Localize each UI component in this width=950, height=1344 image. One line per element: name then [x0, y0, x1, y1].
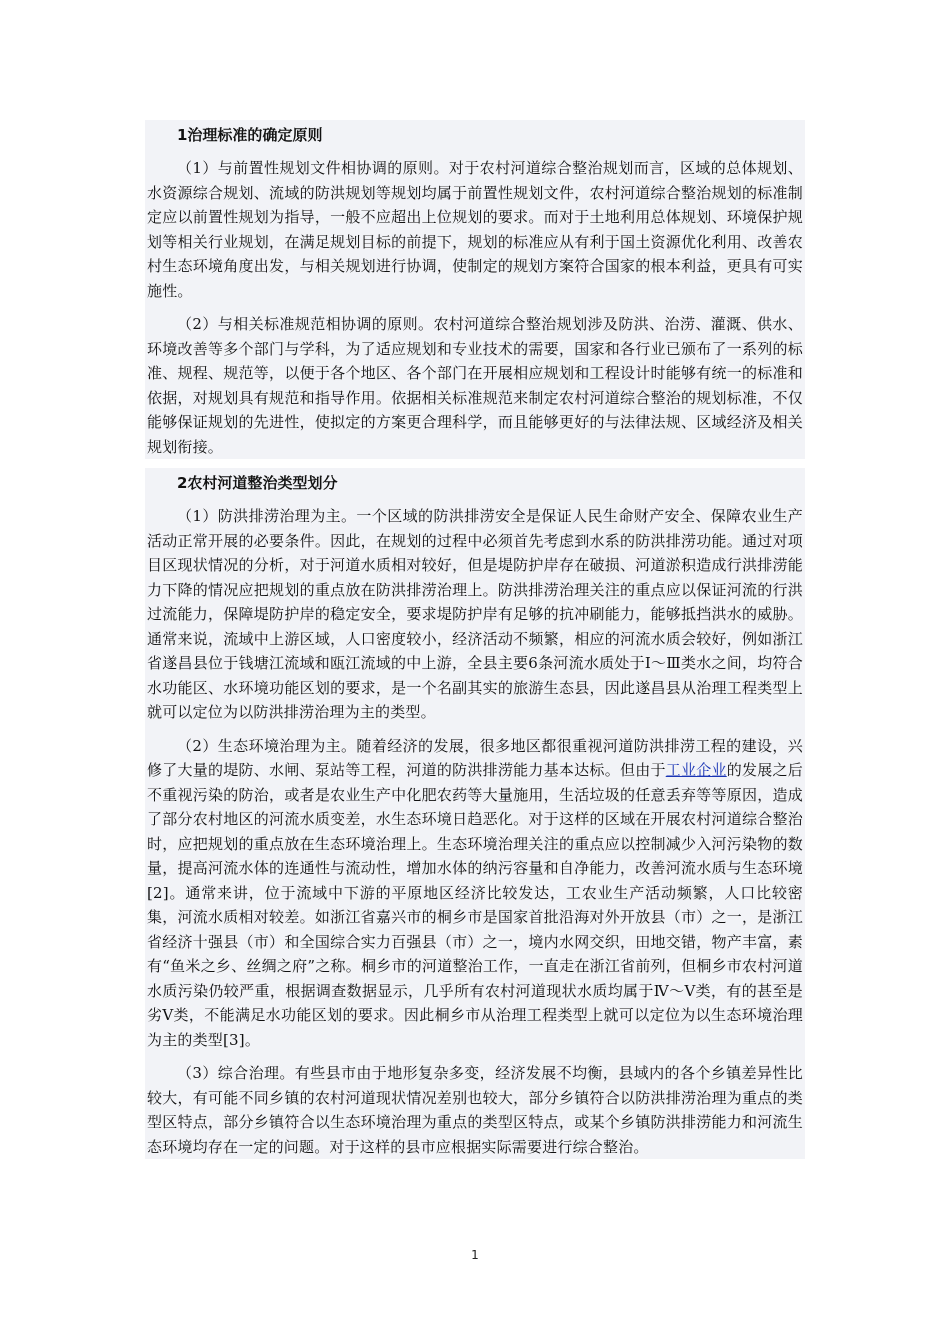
- section-1: [145, 120, 805, 459]
- section-heading: 2农村河道整治类型划分: [177, 474, 338, 492]
- paragraph: （1）与前置性规划文件相协调的原则。对于农村河道综合整治规划而言，区域的总体规划、水资源综合规划、流域的防洪规划等规划均属于前置性规划文件，农村河道综合整治规划的标准制定应以前置性规划为指导，一般不应超出上位规划的要求。而对于土地利用总体规划、环境保护规划等相关行业规划，在满足规划目标的前提下，规划的标准应从有利于国土资源优化利用、改善农村生态环境角度出发，与相关规划进行协调，使制定的规划方案符合国家的根本利益，更具有可实施性。: [147, 159, 803, 300]
- document-body: [145, 120, 805, 1168]
- section-heading: 1治理标准的确定原则: [177, 126, 323, 144]
- paragraph: （2）与相关标准规范相协调的原则。农村河道综合整治规划涉及防洪、治涝、灌溉、供水、环境改善等多个部门与学科，为了适应规划和专业技术的需要，国家和各行业已颁布了一系列的标准、规程、规范等，以便于各个地区、各个部门在开展相应规划和工程设计时能够有统一的标准和依据，对规划具有规范和指导作用。依据相关标准规范来制定农村河道综合整治的规划标准，不仅能够保证规划的先进性，使拟定的方案更合理科学，而且能够更好的与法律法规、区域经济及相关规划衔接。: [147, 315, 803, 456]
- paragraph: （1）防洪排涝治理为主。一个区域的防洪排涝安全是保证人民生命财产安全、保障农业生产活动正常开展的必要条件。因此，在规划的过程中必须首先考虑到水系的防洪排涝功能。通过对项目区现状情况的分析，对于河道水质相对较好，但是堤防护岸存在破损、河道淤积造成行洪排涝能力下降的情况应把规划的重点放在防洪排涝治理上。防洪排涝治理关注的重点应以保证河流的行洪过流能力，保障堤防护岸的稳定安全，要求堤防护岸有足够的抗冲刷能力，能够抵挡洪水的威胁。通常来说，流域中上游区域，人口密度较小，经济活动不频繁，相应的河流水质会较好，例如浙江省遂昌县位于钱塘江流域和瓯江流域的中上游，全县主要6条河流水质处于Ⅰ～Ⅲ类水之间，均符合水功能区、水环境功能区划的要求，是一个名副其实的旅游生态县，因此遂昌县从治理工程类型上就可以定位为以防洪排涝治理为主的类型。: [147, 507, 803, 721]
- page-number: 1: [471, 1248, 479, 1262]
- paragraph: [147, 734, 803, 1053]
- paragraph-text: 的发展之后不重视污染的防治，或者是农业生产中化肥农药等大量施用，生活垃圾的任意丢弃等等原因，造成了部分农村地区的河流水质变差，水生态环境日趋恶化。对于这样的区域在开展农村河道综合整治时，应把规划的重点放在生态环境治理上。生态环境治理关注的重点应以控制减少入河污染物的数量，提高河流水体的连通性与流动性，增加水体的纳污容量和自净能力，改善河流水质与生态环境[2]。通常来讲，位于流域中下游的平原地区经济比较发达，工农业生产活动频繁，人口比较密集，河流水质相对较差。如浙江省嘉兴市的桐乡市是国家首批沿海对外开放县（市）之一，是浙江省经济十强县（市）和全国综合实力百强县（市）之一，境内水网交织，田地交错，物产丰富，素有“鱼米之乡、丝绸之府”之称。桐乡市的河道整治工作，一直走在浙江省前列，但桐乡市农村河道水质污染仍较严重，根据调查数据显示，几乎所有农村河道现状水质均属于Ⅳ～Ⅴ类，有的甚至是劣Ⅴ类，不能满足水功能区划的要求。因此桐乡市从治理工程类型上就可以定位为以生态环境治理为主的类型[3]。: [147, 761, 803, 1049]
- section-2: [145, 468, 805, 1159]
- paragraph: （3）综合治理。有些县市由于地形复杂多变，经济发展不均衡，县域内的各个乡镇差异性比较大，有可能不同乡镇的农村河道现状情况差别也较大，部分乡镇符合以防洪排涝治理为重点的类型区特点，部分乡镇符合以生态环境治理为重点的类型区特点，或某个乡镇防洪排涝能力和河流生态环境均存在一定的问题。对于这样的县市应根据实际需要进行综合整治。: [147, 1064, 803, 1156]
- paragraph-text: （2）生态环境治理为主。随着经济的发展，很多地区都很重视河道防洪排涝工程的建设，兴修了大量的堤防、水闸、泵站等工程，河道的防洪排涝能力基本达标。但由于: [147, 736, 803, 779]
- industrial-enterprise-link[interactable]: 工业企业: [665, 761, 727, 779]
